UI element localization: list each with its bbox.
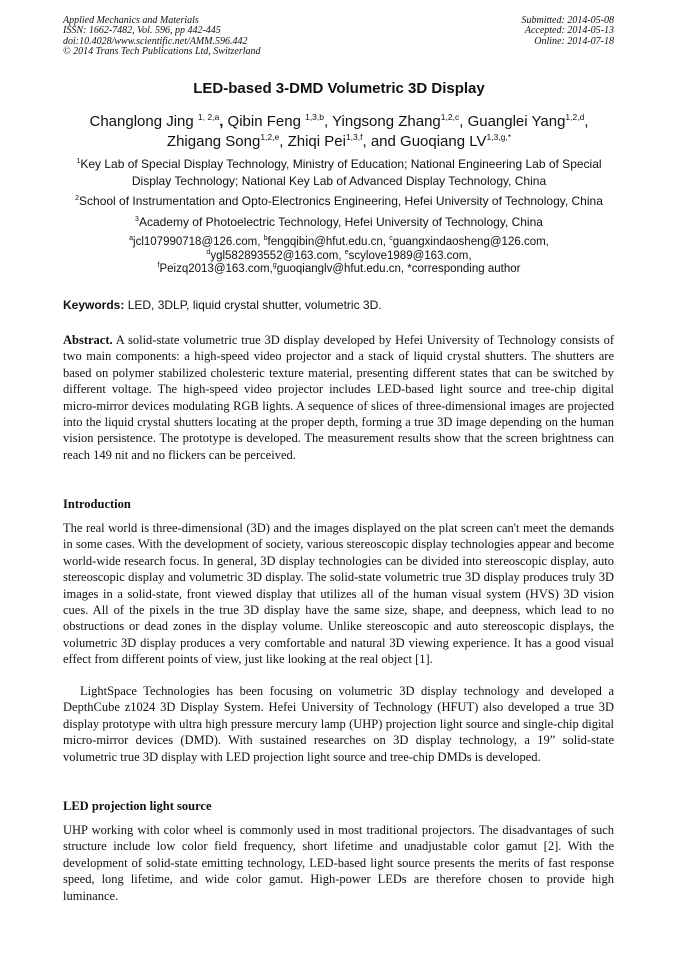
keywords-text: LED, 3DLP, liquid crystal shutter, volumetric 3D. — [124, 298, 382, 312]
author-name: Qibin Feng — [227, 113, 306, 130]
affiliation-sup: 1 — [76, 158, 81, 165]
journal-copyright: © 2014 Trans Tech Publications Ltd, Switzerland — [63, 45, 261, 57]
email-marker: c — [389, 235, 393, 242]
email-marker: a — [129, 235, 134, 242]
affiliation-sup: 3 — [135, 216, 139, 223]
email-c: guangxindaosheng@126.com, — [392, 236, 549, 248]
affiliation-text: Key Lab of Special Display Technology, Ministry of Education; National Engineering Lab of Special Display Technology; National Key Lab of Advanced Display Technology, China — [80, 157, 602, 188]
author-sep: , — [584, 113, 589, 130]
email-marker: d — [206, 248, 211, 256]
affiliation-sup: 2 — [75, 195, 80, 202]
email-marker: g — [272, 262, 277, 269]
introduction-paragraph-2: LightSpace Technologies has been focusing on volumetric 3D display technology and developed a DepthCube z1024 3D Display System. Hefei University of Technology (HFUT) also developed a true 3D display prototype with ultra high pressure mercury lamp (UHP) projection light source and single-chip digital micro-mirror devices (DMD). With sustained researches on 3D display technology, a 19” solid-state volumetric true 3D display with LED projection light source and tree-chip DMDs is developed. — [63, 684, 614, 764]
keywords-label: Keywords: — [63, 298, 125, 312]
section-heading-led-light-source: LED projection light source — [63, 799, 212, 813]
author-affil-sup: 1, 2,a — [197, 112, 220, 122]
author-sep: , — [459, 113, 464, 130]
led-section-paragraph-1: UHP working with color wheel is commonly used in most traditional projectors. The disadvantages of such structure include low color field frequency, short lifetime and unadjustable color gamut [2]. With the development of solid-state emitting technology, LED-based light source presents the merits of fast response speed, long lifetime, and wide color gamut. High-power LEDs are therefore chosen to provide high luminance. — [63, 823, 614, 903]
abstract-label: Abstract. — [63, 333, 113, 347]
email-marker: f — [157, 262, 160, 269]
author-affil-sup: 1,3,b — [305, 112, 324, 122]
affiliation-3 — [60, 214, 618, 231]
author-name: Guanglei Yang — [467, 113, 566, 130]
date-online: Online: 2014-07-18 — [534, 35, 614, 47]
date-accepted: Accepted: 2014-05-13 — [524, 25, 614, 37]
author-affil-sup: 1,3,g,* — [486, 132, 512, 142]
email-f: Peizq2013@163.com, — [159, 263, 273, 275]
email-list — [60, 236, 618, 277]
introduction-paragraph-1: The real world is three-dimensional (3D) and the images displayed on the plat screen can't meet the demands in some cases. With the development of society, various stereoscopic display technologies appear and become world-wide research focus. In general, 3D display technologies can be divided into stereoscopic display, auto stereoscopic display and volumetric 3D display. The solid-state volumetric true 3D display produces truly 3D images in a solid-state, front viewed display that utilizes all of the human visual system (HVS) 3D vision cues. All of the pixels in the true 3D display have the same size, shape, and deepness, which lead to no obstructions or dead zones in the display volume. Unlike stereoscopic and auto stereoscopic displays, the volumetric 3D display produces a very comfortable and natural 3D viewing experience. It has a good visual effect from different points of view, just like looking at the real object [1]. — [63, 521, 614, 667]
author-affil-sup: 1,3,f — [345, 132, 363, 142]
journal-issn: ISSN: 1662-7482, Vol. 596, pp 442-445 — [63, 25, 221, 37]
author-name: Zhiqi Pei — [287, 133, 346, 150]
author-list — [60, 112, 618, 152]
journal-doi: doi:10.4028/www.scientific.net/AMM.596.442 — [63, 35, 248, 47]
affiliation-2 — [60, 193, 618, 210]
email-e: scylove1989@163.com, — [348, 249, 472, 262]
author-name: Zhigang Song — [166, 133, 261, 150]
email-marker: b — [263, 235, 268, 242]
email-marker: e — [344, 248, 349, 256]
journal-name: Applied Mechanics and Materials — [63, 15, 199, 26]
journal-info — [63, 16, 261, 57]
email-d: ygl582893552@163.com, — [210, 249, 345, 262]
author-sep: , — [219, 113, 224, 130]
author-sep: , — [324, 113, 329, 130]
author-affil-sup: 1,2,d — [565, 112, 585, 122]
paper-title: LED-based 3-DMD Volumetric 3D Display — [193, 80, 485, 97]
author-name: Yingsong Zhang — [332, 113, 441, 130]
email-a: jcl107990718@126.com, — [133, 236, 264, 248]
email-b: fengqibin@hfut.edu.cn, — [267, 236, 390, 248]
affiliation-text: School of Instrumentation and Opto-Electronics Engineering, Hefei University of Technology, China — [79, 194, 603, 208]
keywords — [63, 298, 614, 312]
abstract-text: A solid-state volumetric true 3D display developed by Hefei University of Technology consists of two main components: a high-speed video projector and a stack of liquid crystal shutters. The shutters are based on polymer stabilized cholesteric texture material, presenting different states that can be switched by different voltage. The high-speed video projector includes LED-based light source and tree-chip digital micro-mirror devices modulating RGB lights. A sequence of slices of three-dimensional images are projected into the liquid crystal shutters locating at the proper depth, forming a true 3D image depending on the human vision persistence. The prototype is developed. The measurement results show that the screen brightness can reach 149 nit and no flickers can be perceived. — [63, 333, 614, 462]
author-affil-sup: 1,2,e — [260, 132, 280, 142]
email-g: guoqianglv@hfut.edu.cn, *corresponding author — [276, 263, 521, 275]
author-sep: , — [279, 133, 284, 150]
date-submitted: Submitted: 2014-05-08 — [521, 15, 614, 26]
affiliation-text: Academy of Photoelectric Technology, Hefei University of Technology, China — [138, 215, 543, 229]
abstract — [63, 332, 614, 463]
author-name: Changlong Jing — [89, 113, 198, 130]
section-heading-introduction: Introduction — [63, 497, 131, 511]
publication-dates — [522, 16, 615, 47]
author-name: and Guoqiang LV — [370, 133, 487, 150]
author-sep: , — [362, 133, 367, 150]
affiliation-1 — [60, 156, 618, 190]
author-affil-sup: 1,2,c — [440, 112, 460, 122]
